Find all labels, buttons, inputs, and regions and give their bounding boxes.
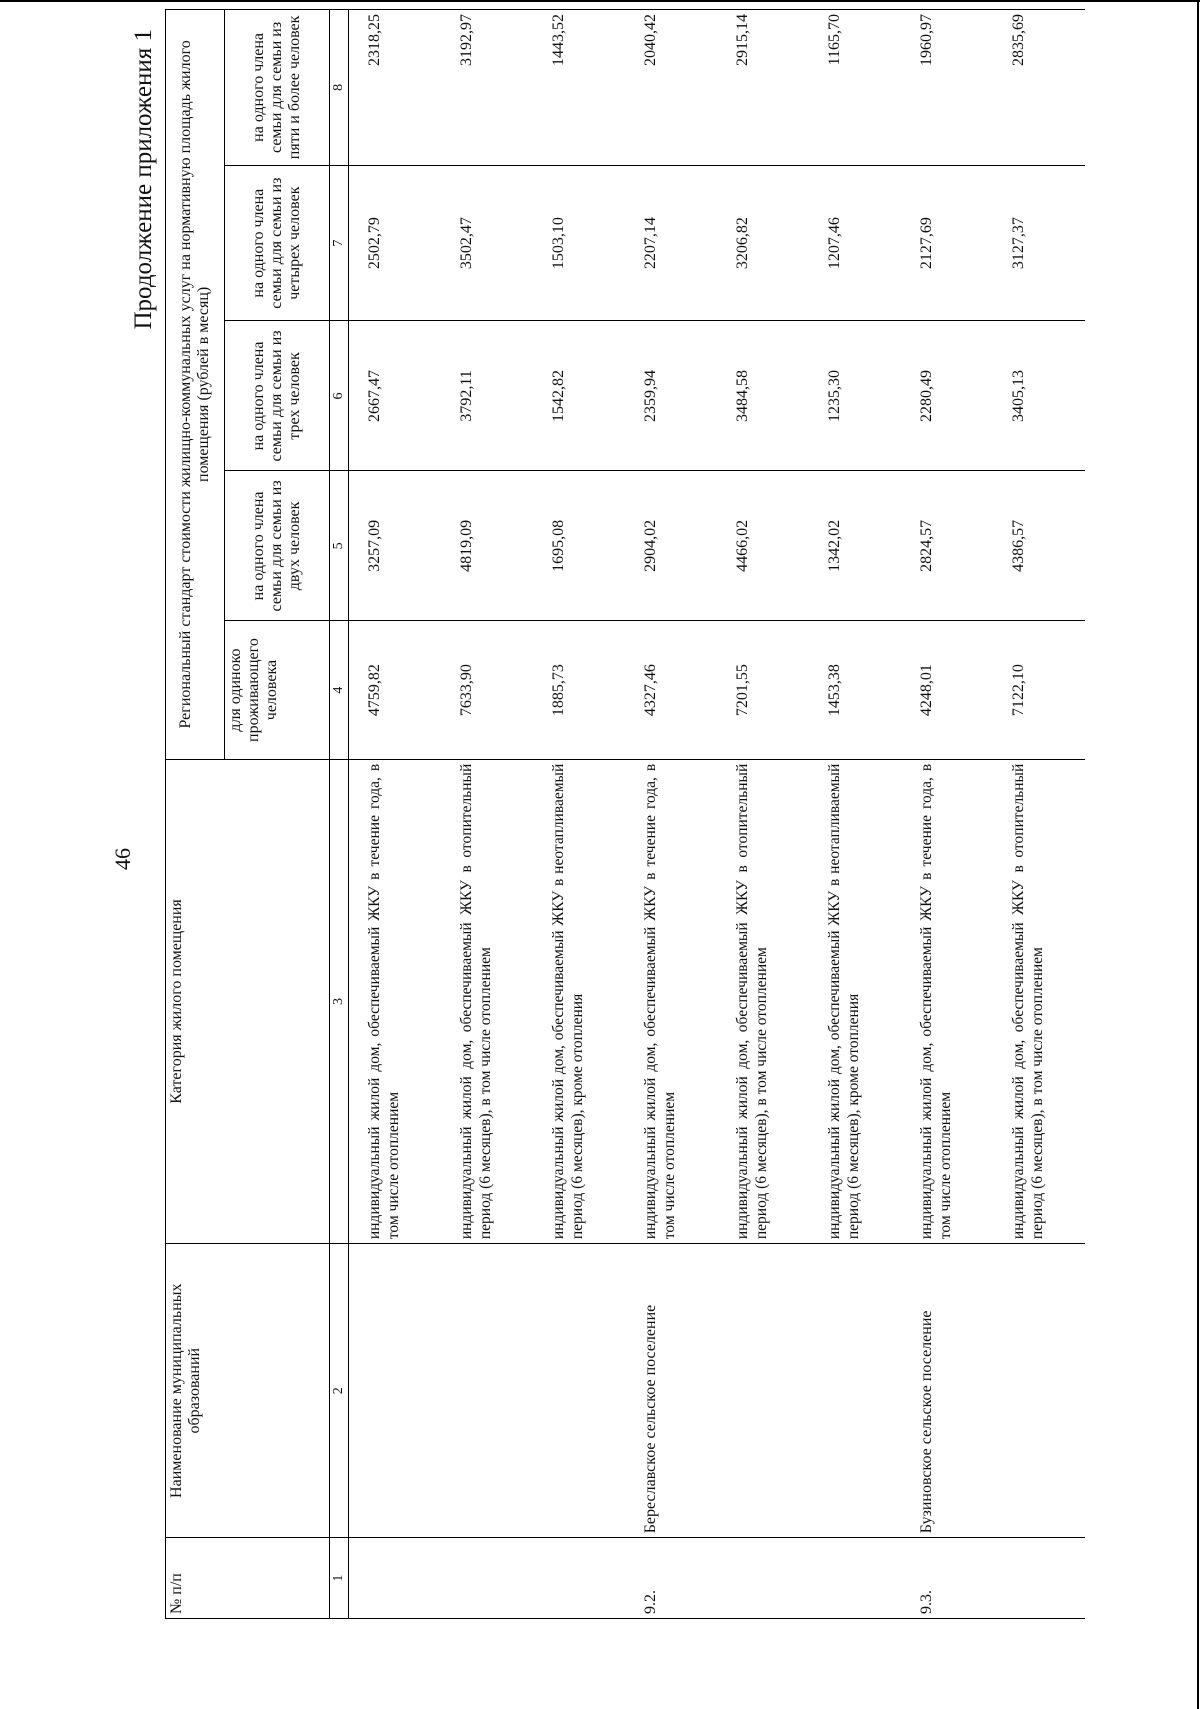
row-number bbox=[993, 1538, 1085, 1619]
col-number: 4 bbox=[330, 621, 349, 759]
value-five-plus: 1960,97 bbox=[901, 10, 993, 166]
row-number bbox=[809, 1538, 901, 1619]
value-single: 4248,01 bbox=[901, 621, 993, 759]
housing-category: индивидуальный жилой дом, обеспечиваемый ЖКУ в отопительный период (6 месяцев), в том числе отоплением bbox=[717, 759, 809, 1243]
row-number bbox=[533, 1538, 625, 1619]
table-row bbox=[901, 10, 993, 1619]
col-number: 1 bbox=[330, 1538, 349, 1619]
housing-cost-table bbox=[165, 9, 1085, 1619]
header-five-plus-person: на одного члена семьи для семьи из пяти и более человек bbox=[225, 10, 330, 166]
header-standard: Региональный стандарт стоимости жилищно-коммунальных услуг на нормативную площадь жилого помещения (рублей в месяц) bbox=[166, 10, 225, 760]
municipality-name bbox=[349, 1244, 441, 1538]
housing-category: индивидуальный жилой дом, обеспечиваемый ЖКУ в течение года, в том числе отоплением bbox=[625, 759, 717, 1243]
table-row bbox=[349, 10, 441, 1619]
value-five-plus: 2915,14 bbox=[717, 10, 809, 166]
value-five-plus: 2318,25 bbox=[349, 10, 441, 166]
value-three: 2280,49 bbox=[901, 321, 993, 471]
table-row bbox=[717, 10, 809, 1619]
row-number bbox=[441, 1538, 533, 1619]
value-two: 4819,09 bbox=[441, 471, 533, 621]
value-four: 3206,82 bbox=[717, 165, 809, 321]
value-five-plus: 2040,42 bbox=[625, 10, 717, 166]
housing-category: индивидуальный жилой дом, обеспечиваемый ЖКУ в отопительный период (6 месяцев), в том числе отоплением bbox=[993, 759, 1085, 1243]
value-single: 7201,55 bbox=[717, 621, 809, 759]
header-two-person: на одного члена семьи для семьи из двух человек bbox=[225, 471, 330, 621]
col-number: 5 bbox=[330, 471, 349, 621]
value-single: 7122,10 bbox=[993, 621, 1085, 759]
header-three-person: на одного члена семьи для семьи из трех человек bbox=[225, 321, 330, 471]
value-four: 2127,69 bbox=[901, 165, 993, 321]
municipality-name bbox=[993, 1244, 1085, 1538]
housing-category: индивидуальный жилой дом, обеспечиваемый ЖКУ в отопительный период (6 месяцев), в том числе отоплением bbox=[441, 759, 533, 1243]
value-five-plus: 1443,52 bbox=[533, 10, 625, 166]
col-number: 3 bbox=[330, 759, 349, 1243]
row-number bbox=[717, 1538, 809, 1619]
table-row bbox=[625, 10, 717, 1619]
municipality-name bbox=[441, 1244, 533, 1538]
continuation-title: Продолжение приложения 1 bbox=[130, 29, 157, 330]
value-single: 7633,90 bbox=[441, 621, 533, 759]
col-number: 2 bbox=[330, 1244, 349, 1538]
value-four: 3502,47 bbox=[441, 165, 533, 321]
value-two: 4386,57 bbox=[993, 471, 1085, 621]
value-two: 1695,08 bbox=[533, 471, 625, 621]
value-five-plus: 3192,97 bbox=[441, 10, 533, 166]
header-name: Наименование муниципальных образований bbox=[166, 1244, 330, 1538]
value-three: 1542,82 bbox=[533, 321, 625, 471]
table-row bbox=[441, 10, 533, 1619]
row-number: 9.3. bbox=[901, 1538, 993, 1619]
value-two: 1342,02 bbox=[809, 471, 901, 621]
value-four: 2502,79 bbox=[349, 165, 441, 321]
page-number: 46 bbox=[110, 848, 135, 870]
value-single: 4327,46 bbox=[625, 621, 717, 759]
housing-category: индивидуальный жилой дом, обеспечиваемый ЖКУ в течение года, в том числе отоплением bbox=[349, 759, 441, 1243]
municipality-name bbox=[533, 1244, 625, 1538]
value-three: 3484,58 bbox=[717, 321, 809, 471]
table-row bbox=[993, 10, 1085, 1619]
value-three: 2359,94 bbox=[625, 321, 717, 471]
value-three: 2667,47 bbox=[349, 321, 441, 471]
col-number: 6 bbox=[330, 321, 349, 471]
header-category: Категория жилого помещения bbox=[166, 759, 330, 1243]
municipality-name: Бузиновское сельское поселение bbox=[901, 1244, 993, 1538]
value-four: 1503,10 bbox=[533, 165, 625, 321]
value-four: 2207,14 bbox=[625, 165, 717, 321]
value-five-plus: 1165,70 bbox=[809, 10, 901, 166]
housing-category: индивидуальный жилой дом, обеспечиваемый ЖКУ в неотапливаемый период (6 месяцев), кроме отопления bbox=[809, 759, 901, 1243]
value-single: 4759,82 bbox=[349, 621, 441, 759]
municipality-name bbox=[809, 1244, 901, 1538]
value-two: 4466,02 bbox=[717, 471, 809, 621]
housing-category: индивидуальный жилой дом, обеспечиваемый ЖКУ в течение года, в том числе отоплением bbox=[901, 759, 993, 1243]
value-single: 1885,73 bbox=[533, 621, 625, 759]
housing-category: индивидуальный жилой дом, обеспечиваемый ЖКУ в неотапливаемый период (6 месяцев), кроме отопления bbox=[533, 759, 625, 1243]
municipality-name: Береславское сельское поселение bbox=[625, 1244, 717, 1538]
row-number bbox=[349, 1538, 441, 1619]
header-single: для одиноко проживающего человека bbox=[225, 621, 330, 759]
row-number: 9.2. bbox=[625, 1538, 717, 1619]
value-four: 3127,37 bbox=[993, 165, 1085, 321]
municipality-name bbox=[717, 1244, 809, 1538]
value-five-plus: 2835,69 bbox=[993, 10, 1085, 166]
value-two: 3257,09 bbox=[349, 471, 441, 621]
table-row bbox=[809, 10, 901, 1619]
value-three: 3792,11 bbox=[441, 321, 533, 471]
value-two: 2904,02 bbox=[625, 471, 717, 621]
value-single: 1453,38 bbox=[809, 621, 901, 759]
header-no: № п/п bbox=[166, 1538, 330, 1619]
table-row bbox=[533, 10, 625, 1619]
value-two: 2824,57 bbox=[901, 471, 993, 621]
value-four: 1207,46 bbox=[809, 165, 901, 321]
value-three: 1235,30 bbox=[809, 321, 901, 471]
value-three: 3405,13 bbox=[993, 321, 1085, 471]
header-four-person: на одного члена семьи для семьи из четырех человек bbox=[225, 165, 330, 321]
col-number: 7 bbox=[330, 165, 349, 321]
col-number: 8 bbox=[330, 10, 349, 166]
